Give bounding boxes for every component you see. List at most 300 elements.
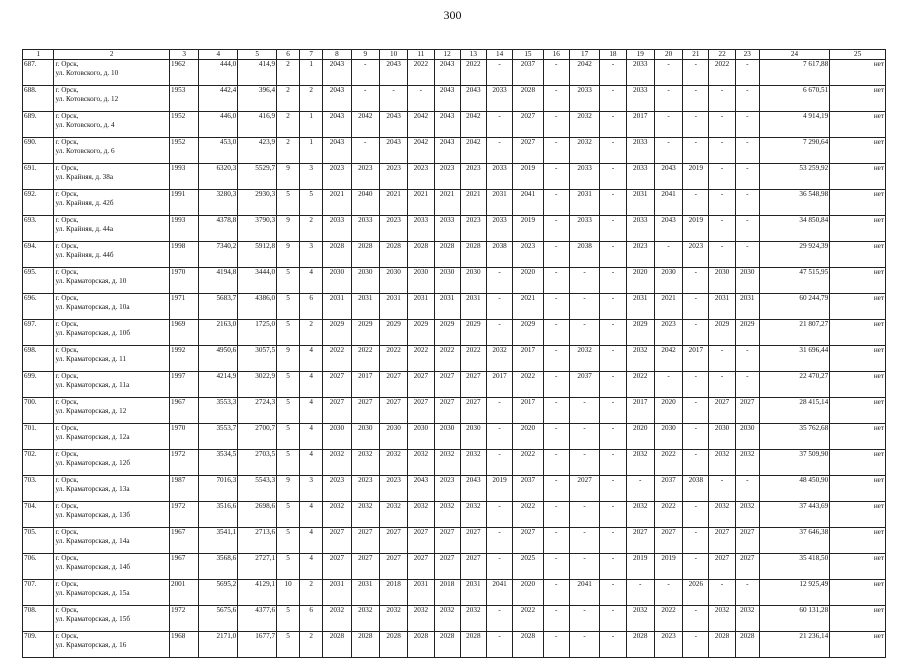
value-cell-col-12: 2018: [434, 580, 460, 606]
value-cell-col-16: -: [543, 164, 569, 190]
value-cell-col-22: -: [709, 242, 735, 268]
value-cell-col-23: 2029: [735, 320, 759, 346]
address-cell: [54, 398, 169, 424]
value-cell-col-19: 2020: [626, 268, 654, 294]
value-cell-col-23: -: [735, 60, 759, 86]
address-street: ул. Краматорская, д. 12а: [55, 432, 130, 441]
value-cell-col-17: -: [569, 294, 599, 320]
cost-cell: 60 131,28: [759, 606, 829, 632]
value-cell-col-4: 444,0: [199, 60, 238, 86]
value-cell-col-16: -: [543, 476, 569, 502]
value-cell-col-19: 2031: [626, 294, 654, 320]
value-cell-col-17: 2033: [569, 86, 599, 112]
value-cell-col-12: 2032: [434, 502, 460, 528]
value-cell-col-9: 2022: [351, 346, 379, 372]
value-cell-col-11: 2027: [408, 398, 434, 424]
value-cell-col-7: 4: [300, 554, 323, 580]
value-cell-col-4: 3516,6: [199, 502, 238, 528]
value-cell-col-9: 2042: [351, 112, 379, 138]
value-cell-col-19: 2032: [626, 346, 654, 372]
value-cell-col-7: 4: [300, 424, 323, 450]
value-cell-col-16: -: [543, 320, 569, 346]
value-cell-col-12: 2023: [434, 164, 460, 190]
value-cell-col-15: 2027: [513, 528, 543, 554]
value-cell-col-4: 3568,6: [199, 554, 238, 580]
value-cell-col-8: 2031: [323, 580, 351, 606]
value-cell-col-14: -: [486, 450, 512, 476]
table-row: [23, 398, 886, 424]
value-cell-col-9: 2023: [351, 164, 379, 190]
value-cell-col-5: 416,9: [238, 112, 277, 138]
cost-cell: 37 443,69: [759, 502, 829, 528]
column-header-7: 7: [300, 50, 323, 60]
value-cell-col-22: 2032: [709, 502, 735, 528]
column-header-3: 3: [169, 50, 198, 60]
value-cell-col-3: 1952: [169, 138, 198, 164]
value-cell-col-20: 2019: [654, 554, 682, 580]
value-cell-col-21: -: [683, 554, 709, 580]
table-body: [23, 60, 886, 658]
address-cell: [54, 450, 169, 476]
value-cell-col-15: 2029: [513, 320, 543, 346]
value-cell-col-9: 2027: [351, 398, 379, 424]
value-cell-col-18: -: [600, 450, 626, 476]
address-cell: [54, 632, 169, 658]
value-cell-col-17: 2031: [569, 190, 599, 216]
value-cell-col-3: 1972: [169, 450, 198, 476]
value-cell-col-8: 2032: [323, 606, 351, 632]
value-cell-col-17: 2037: [569, 372, 599, 398]
address-street: ул. Котовского, д. 6: [55, 146, 115, 155]
address-street: ул. Краматорская, д. 15а: [55, 588, 130, 597]
value-cell-col-13: 2027: [460, 528, 486, 554]
column-header-22: 22: [709, 50, 735, 60]
value-cell-col-16: -: [543, 502, 569, 528]
value-cell-col-6: 9: [277, 242, 300, 268]
value-cell-col-9: 2031: [351, 580, 379, 606]
value-cell-col-10: 2027: [379, 372, 407, 398]
table-row: [23, 424, 886, 450]
cost-cell: 60 244,79: [759, 294, 829, 320]
value-cell-col-13: 2030: [460, 268, 486, 294]
value-cell-col-3: 1972: [169, 606, 198, 632]
value-cell-col-17: 2041: [569, 580, 599, 606]
address-street: ул. Крайняя, д. 42б: [55, 198, 114, 207]
address-city: г. Орск,: [55, 346, 79, 354]
value-cell-col-11: 2042: [408, 112, 434, 138]
value-cell-col-12: 2021: [434, 190, 460, 216]
address-city: г. Орск,: [55, 476, 79, 484]
value-cell-col-9: 2040: [351, 190, 379, 216]
address-street: ул. Краматорская, д. 11: [55, 354, 127, 363]
address-city: г. Орск,: [55, 138, 79, 146]
column-header-11: 11: [408, 50, 434, 60]
flag-cell: нет: [830, 450, 886, 476]
value-cell-col-7: 5: [300, 190, 323, 216]
value-cell-col-18: -: [600, 476, 626, 502]
value-cell-col-22: -: [709, 164, 735, 190]
value-cell-col-20: -: [654, 242, 682, 268]
value-cell-col-6: 5: [277, 268, 300, 294]
value-cell-col-22: -: [709, 346, 735, 372]
value-cell-col-22: 2030: [709, 424, 735, 450]
row-number: 691.: [23, 164, 54, 190]
value-cell-col-8: 2043: [323, 138, 351, 164]
value-cell-col-9: 2032: [351, 450, 379, 476]
cost-cell: 6 670,51: [759, 86, 829, 112]
value-cell-col-14: -: [486, 632, 512, 658]
value-cell-col-13: 2027: [460, 372, 486, 398]
value-cell-col-15: 2027: [513, 138, 543, 164]
value-cell-col-13: 2028: [460, 632, 486, 658]
value-cell-col-19: 2032: [626, 450, 654, 476]
flag-cell: нет: [830, 554, 886, 580]
value-cell-col-3: 1970: [169, 268, 198, 294]
value-cell-col-23: -: [735, 86, 759, 112]
value-cell-col-23: 2027: [735, 554, 759, 580]
value-cell-col-7: 1: [300, 60, 323, 86]
table-row: [23, 242, 886, 268]
address-cell: [54, 242, 169, 268]
value-cell-col-6: 5: [277, 450, 300, 476]
value-cell-col-4: 2171,0: [199, 632, 238, 658]
value-cell-col-22: -: [709, 476, 735, 502]
value-cell-col-15: 2020: [513, 268, 543, 294]
value-cell-col-5: 2724,3: [238, 398, 277, 424]
value-cell-col-19: 2033: [626, 86, 654, 112]
value-cell-col-12: 2033: [434, 216, 460, 242]
column-header-8: 8: [323, 50, 351, 60]
value-cell-col-3: 1997: [169, 372, 198, 398]
value-cell-col-10: 2030: [379, 424, 407, 450]
flag-cell: нет: [830, 398, 886, 424]
value-cell-col-21: -: [683, 450, 709, 476]
column-header-5: 5: [238, 50, 277, 60]
address-cell: [54, 164, 169, 190]
value-cell-col-6: 5: [277, 606, 300, 632]
value-cell-col-23: 2031: [735, 294, 759, 320]
value-cell-col-8: 2021: [323, 190, 351, 216]
value-cell-col-7: 2: [300, 320, 323, 346]
value-cell-col-13: 2029: [460, 320, 486, 346]
cost-cell: 48 450,90: [759, 476, 829, 502]
value-cell-col-15: 2028: [513, 86, 543, 112]
value-cell-col-14: -: [486, 424, 512, 450]
row-number: 694.: [23, 242, 54, 268]
address-city: г. Орск,: [55, 372, 79, 380]
value-cell-col-8: 2027: [323, 372, 351, 398]
flag-cell: нет: [830, 424, 886, 450]
table-row: [23, 450, 886, 476]
value-cell-col-15: 2025: [513, 554, 543, 580]
value-cell-col-12: 2043: [434, 138, 460, 164]
value-cell-col-5: 414,9: [238, 60, 277, 86]
flag-cell: нет: [830, 346, 886, 372]
address-city: г. Орск,: [55, 294, 79, 302]
value-cell-col-18: -: [600, 528, 626, 554]
value-cell-col-7: 2: [300, 632, 323, 658]
flag-cell: нет: [830, 138, 886, 164]
value-cell-col-17: -: [569, 632, 599, 658]
value-cell-col-23: 2027: [735, 398, 759, 424]
value-cell-col-17: 2032: [569, 112, 599, 138]
value-cell-col-9: 2027: [351, 554, 379, 580]
value-cell-col-21: 2017: [683, 346, 709, 372]
row-number: 708.: [23, 606, 54, 632]
value-cell-col-5: 4386,0: [238, 294, 277, 320]
value-cell-col-17: -: [569, 268, 599, 294]
value-cell-col-8: 2030: [323, 424, 351, 450]
value-cell-col-11: 2022: [408, 60, 434, 86]
value-cell-col-3: 1987: [169, 476, 198, 502]
flag-cell: нет: [830, 632, 886, 658]
value-cell-col-17: -: [569, 528, 599, 554]
value-cell-col-6: 2: [277, 60, 300, 86]
value-cell-col-13: 2027: [460, 554, 486, 580]
value-cell-col-14: 2041: [486, 580, 512, 606]
value-cell-col-5: 4377,6: [238, 606, 277, 632]
flag-cell: нет: [830, 294, 886, 320]
value-cell-col-8: 2032: [323, 450, 351, 476]
value-cell-col-6: 5: [277, 528, 300, 554]
value-cell-col-11: 2033: [408, 216, 434, 242]
value-cell-col-23: 2030: [735, 424, 759, 450]
value-cell-col-21: -: [683, 60, 709, 86]
value-cell-col-22: -: [709, 372, 735, 398]
value-cell-col-8: 2023: [323, 164, 351, 190]
value-cell-col-4: 5695,2: [199, 580, 238, 606]
value-cell-col-4: 4214,9: [199, 372, 238, 398]
value-cell-col-15: 2027: [513, 112, 543, 138]
value-cell-col-10: 2018: [379, 580, 407, 606]
cost-cell: 35 418,50: [759, 554, 829, 580]
value-cell-col-16: -: [543, 190, 569, 216]
value-cell-col-4: 4378,8: [199, 216, 238, 242]
value-cell-col-22: 2027: [709, 554, 735, 580]
value-cell-col-21: -: [683, 320, 709, 346]
value-cell-col-4: 3280,3: [199, 190, 238, 216]
value-cell-col-16: -: [543, 450, 569, 476]
value-cell-col-16: -: [543, 216, 569, 242]
value-cell-col-15: 2022: [513, 450, 543, 476]
table-row: [23, 216, 886, 242]
value-cell-col-15: 2041: [513, 190, 543, 216]
value-cell-col-20: 2021: [654, 294, 682, 320]
value-cell-col-22: -: [709, 138, 735, 164]
value-cell-col-3: 1967: [169, 398, 198, 424]
value-cell-col-19: 2033: [626, 138, 654, 164]
value-cell-col-11: 2031: [408, 294, 434, 320]
value-cell-col-6: 5: [277, 632, 300, 658]
value-cell-col-5: 1725,0: [238, 320, 277, 346]
value-cell-col-14: 2032: [486, 346, 512, 372]
value-cell-col-19: 2023: [626, 242, 654, 268]
table-row: [23, 190, 886, 216]
value-cell-col-10: 2023: [379, 476, 407, 502]
value-cell-col-20: -: [654, 580, 682, 606]
value-cell-col-18: -: [600, 580, 626, 606]
value-cell-col-9: -: [351, 60, 379, 86]
value-cell-col-17: 2033: [569, 216, 599, 242]
flag-cell: нет: [830, 320, 886, 346]
value-cell-col-9: 2017: [351, 372, 379, 398]
table-row: [23, 60, 886, 86]
value-cell-col-6: 5: [277, 320, 300, 346]
value-cell-col-10: 2032: [379, 502, 407, 528]
value-cell-col-3: 1969: [169, 320, 198, 346]
value-cell-col-16: -: [543, 632, 569, 658]
value-cell-col-21: 2019: [683, 216, 709, 242]
column-header-24: 24: [759, 50, 829, 60]
value-cell-col-19: 2017: [626, 398, 654, 424]
value-cell-col-23: -: [735, 216, 759, 242]
value-cell-col-8: 2023: [323, 476, 351, 502]
value-cell-col-21: -: [683, 632, 709, 658]
value-cell-col-9: 2028: [351, 632, 379, 658]
value-cell-col-22: -: [709, 580, 735, 606]
value-cell-col-23: 2028: [735, 632, 759, 658]
address-street: ул. Котовского, д. 12: [55, 94, 119, 103]
value-cell-col-18: -: [600, 372, 626, 398]
value-cell-col-14: 2033: [486, 164, 512, 190]
value-cell-col-12: 2029: [434, 320, 460, 346]
value-cell-col-11: 2042: [408, 138, 434, 164]
value-cell-col-11: 2031: [408, 580, 434, 606]
cost-cell: 31 696,44: [759, 346, 829, 372]
value-cell-col-12: 2027: [434, 528, 460, 554]
value-cell-col-5: 396,4: [238, 86, 277, 112]
value-cell-col-3: 1991: [169, 190, 198, 216]
value-cell-col-4: 446,0: [199, 112, 238, 138]
value-cell-col-4: 4194,8: [199, 268, 238, 294]
value-cell-col-13: 2042: [460, 112, 486, 138]
column-header-18: 18: [600, 50, 626, 60]
value-cell-col-11: 2032: [408, 502, 434, 528]
value-cell-col-5: 2713,6: [238, 528, 277, 554]
flag-cell: нет: [830, 528, 886, 554]
value-cell-col-20: 2027: [654, 528, 682, 554]
value-cell-col-13: 2042: [460, 138, 486, 164]
address-city: г. Орск,: [55, 242, 79, 250]
value-cell-col-21: -: [683, 86, 709, 112]
flag-cell: нет: [830, 268, 886, 294]
value-cell-col-5: 2698,6: [238, 502, 277, 528]
value-cell-col-22: 2032: [709, 606, 735, 632]
address-city: г. Орск,: [55, 112, 79, 120]
value-cell-col-20: 2022: [654, 502, 682, 528]
value-cell-col-16: -: [543, 606, 569, 632]
value-cell-col-11: 2030: [408, 268, 434, 294]
cost-cell: 12 925,49: [759, 580, 829, 606]
value-cell-col-7: 6: [300, 294, 323, 320]
value-cell-col-8: 2031: [323, 294, 351, 320]
column-header-10: 10: [379, 50, 407, 60]
value-cell-col-16: -: [543, 86, 569, 112]
cost-cell: 29 924,39: [759, 242, 829, 268]
address-street: ул. Краматорская, д. 10: [55, 276, 127, 285]
value-cell-col-20: 2023: [654, 320, 682, 346]
row-number: 701.: [23, 424, 54, 450]
address-cell: [54, 138, 169, 164]
value-cell-col-5: 2700,7: [238, 424, 277, 450]
cost-cell: 28 415,14: [759, 398, 829, 424]
value-cell-col-8: 2043: [323, 60, 351, 86]
table-row: [23, 632, 886, 658]
value-cell-col-16: -: [543, 372, 569, 398]
value-cell-col-4: 5675,6: [199, 606, 238, 632]
value-cell-col-21: -: [683, 112, 709, 138]
value-cell-col-17: 2038: [569, 242, 599, 268]
value-cell-col-20: 2022: [654, 606, 682, 632]
value-cell-col-3: 1952: [169, 112, 198, 138]
address-cell: [54, 606, 169, 632]
value-cell-col-3: 1992: [169, 346, 198, 372]
address-street: ул. Крайняя, д. 38а: [55, 172, 114, 181]
value-cell-col-10: 2028: [379, 242, 407, 268]
value-cell-col-11: 2021: [408, 190, 434, 216]
value-cell-col-19: 2028: [626, 632, 654, 658]
value-cell-col-8: 2029: [323, 320, 351, 346]
value-cell-col-14: 2038: [486, 242, 512, 268]
value-cell-col-22: 2030: [709, 268, 735, 294]
value-cell-col-21: -: [683, 138, 709, 164]
address-city: г. Орск,: [55, 580, 79, 588]
flag-cell: нет: [830, 112, 886, 138]
value-cell-col-14: -: [486, 294, 512, 320]
value-cell-col-8: 2027: [323, 554, 351, 580]
value-cell-col-16: -: [543, 424, 569, 450]
value-cell-col-7: 3: [300, 164, 323, 190]
value-cell-col-17: -: [569, 502, 599, 528]
value-cell-col-21: 2038: [683, 476, 709, 502]
value-cell-col-19: 2031: [626, 190, 654, 216]
row-number: 705.: [23, 528, 54, 554]
value-cell-col-17: -: [569, 450, 599, 476]
value-cell-col-6: 2: [277, 138, 300, 164]
cost-cell: 4 914,19: [759, 112, 829, 138]
value-cell-col-18: -: [600, 398, 626, 424]
cost-cell: 21 236,14: [759, 632, 829, 658]
column-header-13: 13: [460, 50, 486, 60]
address-cell: [54, 86, 169, 112]
value-cell-col-20: 2022: [654, 450, 682, 476]
value-cell-col-13: 2023: [460, 216, 486, 242]
value-cell-col-8: 2028: [323, 632, 351, 658]
value-cell-col-18: -: [600, 216, 626, 242]
row-number: 696.: [23, 294, 54, 320]
value-cell-col-14: -: [486, 606, 512, 632]
value-cell-col-22: 2032: [709, 450, 735, 476]
value-cell-col-15: 2019: [513, 164, 543, 190]
row-number: 699.: [23, 372, 54, 398]
column-header-2: 2: [54, 50, 169, 60]
value-cell-col-23: -: [735, 346, 759, 372]
value-cell-col-19: 2033: [626, 60, 654, 86]
value-cell-col-22: 2027: [709, 398, 735, 424]
value-cell-col-12: 2028: [434, 242, 460, 268]
address-street: ул. Краматорская, д. 11а: [55, 380, 130, 389]
value-cell-col-19: 2020: [626, 424, 654, 450]
value-cell-col-21: -: [683, 372, 709, 398]
cost-cell: 37 509,90: [759, 450, 829, 476]
value-cell-col-19: 2022: [626, 372, 654, 398]
value-cell-col-8: 2030: [323, 268, 351, 294]
value-cell-col-10: 2021: [379, 190, 407, 216]
value-cell-col-7: 4: [300, 502, 323, 528]
address-city: г. Орск,: [55, 398, 79, 406]
value-cell-col-6: 9: [277, 216, 300, 242]
value-cell-col-5: 5912,8: [238, 242, 277, 268]
